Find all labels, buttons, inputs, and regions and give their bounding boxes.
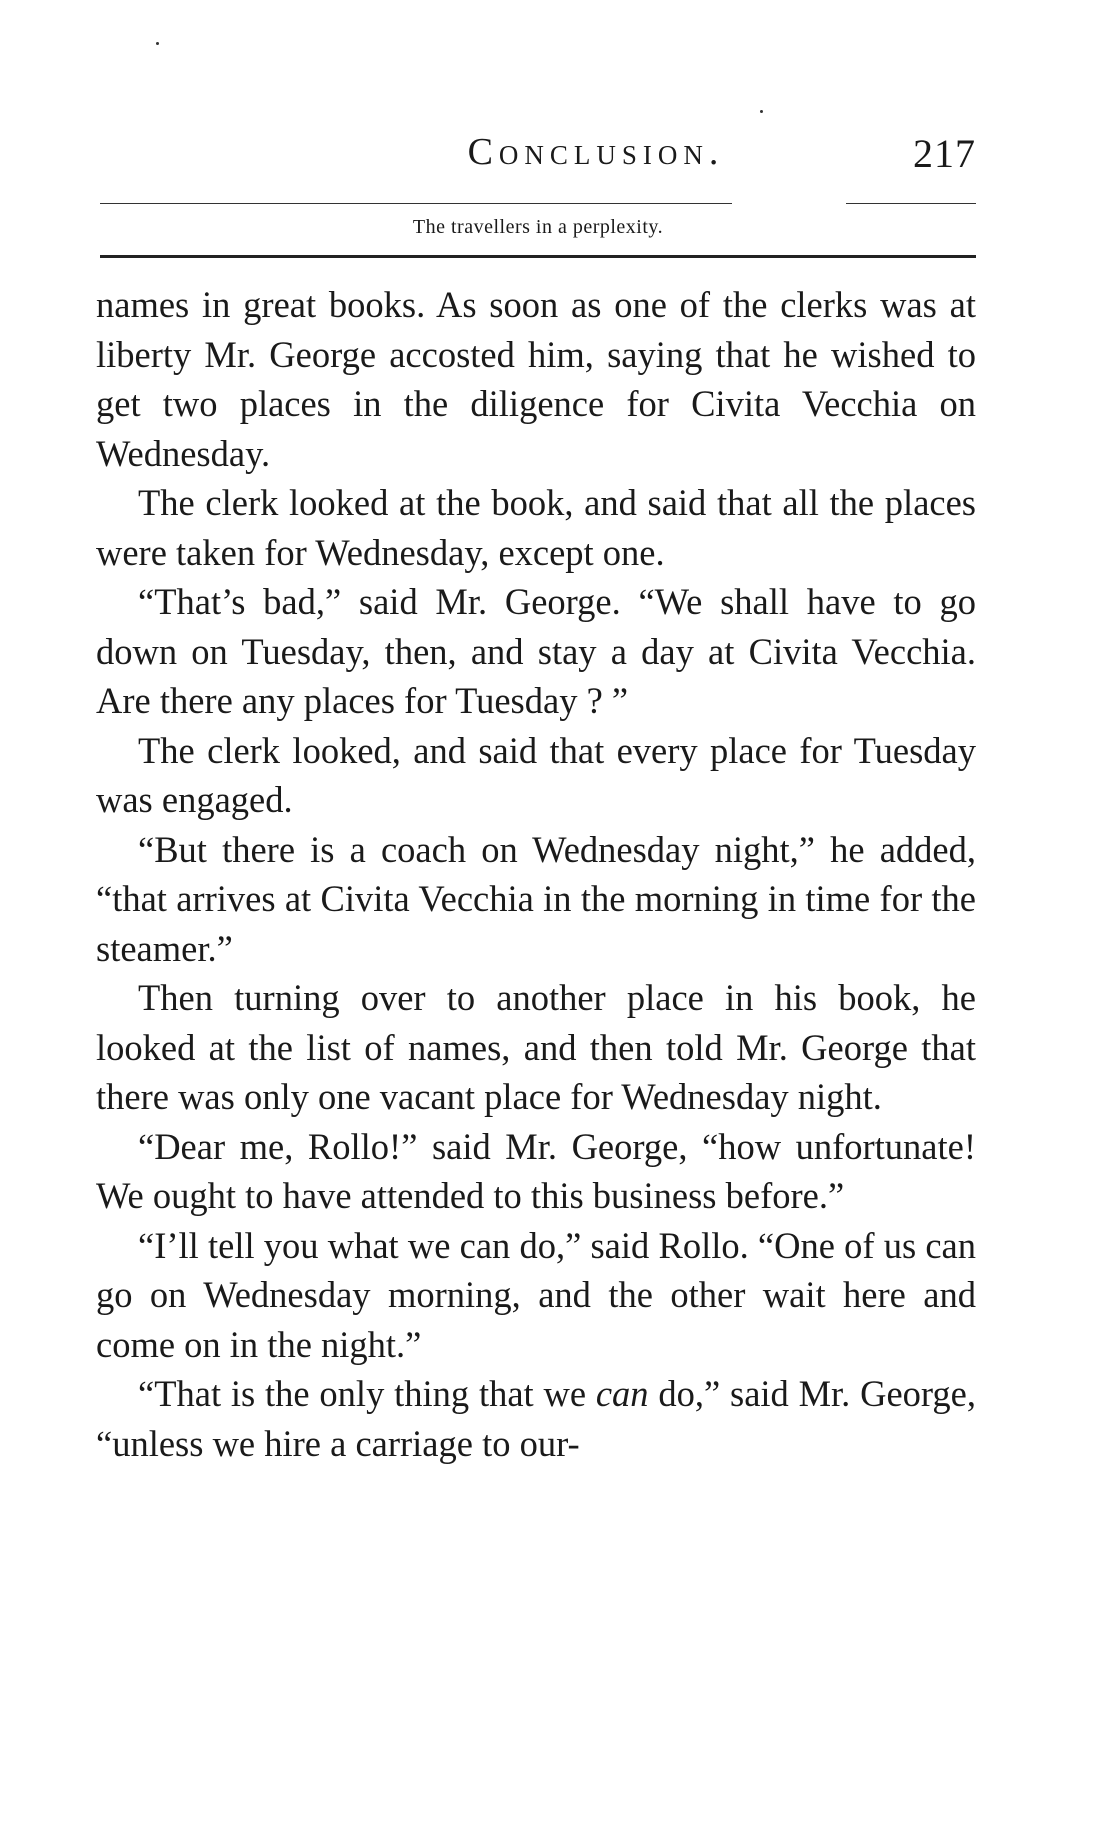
paragraph-text: “That is the only thing that we <box>138 1373 596 1414</box>
paragraph: “Dear me, Rollo!” said Mr. George, “how unfortunate! We ought to have attended to this business before.” <box>96 1125 976 1216</box>
body-text <box>96 280 976 1468</box>
section-subhead: The travellers in a perplexity. <box>412 216 664 238</box>
paragraph: names in great books. As soon as one of the clerks was at liberty Mr. George accosted him, saying that he wished to get two places in the diligence for Civita Vecchia on Wednesday. <box>96 284 976 474</box>
ink-speck <box>156 42 159 45</box>
ink-speck <box>760 110 763 113</box>
paragraph: “I’ll tell you what we can do,” said Rollo. “One of us can go on Wednesday morning, and the other wait here and come on in the night.” <box>96 1224 976 1365</box>
paragraph: “But there is a coach on Wednesday night,” he added, “that arrives at Civita Vecchia in the morning in time for the steamer.” <box>96 828 976 969</box>
paragraph: The clerk looked, and said that every place for Tuesday was engaged. <box>96 729 976 820</box>
paragraph: Then turning over to another place in his book, he looked at the list of names, and then told Mr. George that there was only one vacant place for Wednesday night. <box>96 977 976 1117</box>
paragraph <box>96 1369 976 1468</box>
header-rule-top-right <box>846 203 976 204</box>
header-rule-bottom <box>100 255 976 258</box>
page-number: 217 <box>913 131 976 176</box>
running-title: Conclusion. <box>467 131 725 173</box>
paragraph: The clerk looked at the book, and said that all the places were taken for Wednesday, except one. <box>96 482 976 573</box>
header-rule-top <box>100 203 732 204</box>
paragraph: “That’s bad,” said Mr. George. “We shall have to go down on Tuesday, then, and stay a day at Civita Vecchia. Are there any places for Tuesday ? ” <box>96 581 976 721</box>
running-head <box>96 130 976 180</box>
paragraph-text: do,” said Mr. George, “unless we hire a carriage to our- <box>96 1373 976 1464</box>
emphasis: can <box>595 1373 649 1414</box>
